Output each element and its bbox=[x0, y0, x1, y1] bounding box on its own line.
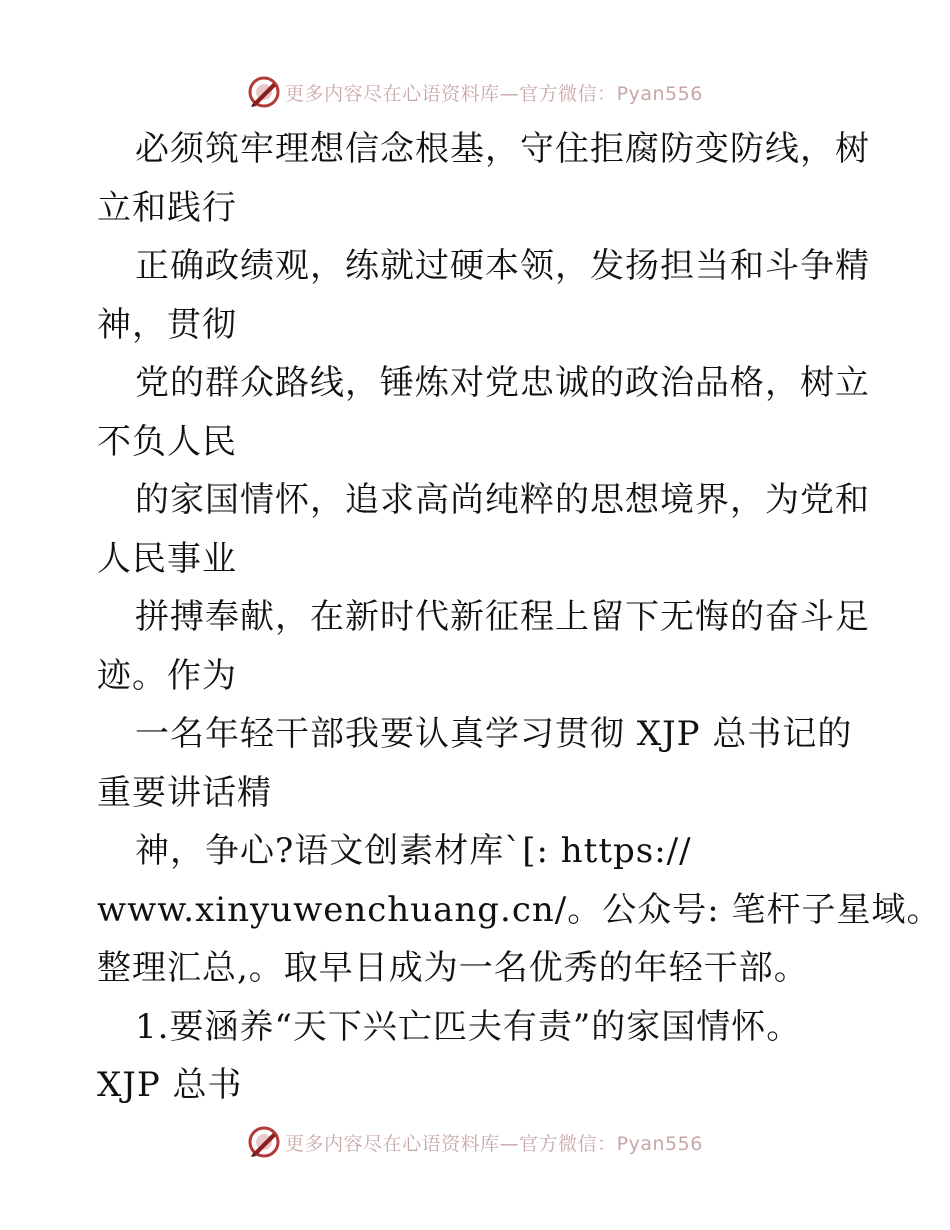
pen-logo-icon bbox=[247, 1125, 281, 1159]
text-line: 迹。作为 bbox=[97, 655, 237, 696]
header-banner-text: 更多内容尽在心语资料库—官方微信：Pyan556 bbox=[285, 82, 703, 105]
text-line: 党的群众路线，锤炼对党忠诚的政治品格，树立 bbox=[135, 363, 870, 403]
text-line: 重要讲话精 bbox=[97, 772, 272, 813]
text-line: XJP 总书 bbox=[97, 1065, 243, 1105]
text-line: 必须筑牢理想信念根基，守住拒腐防变防线，树 bbox=[135, 129, 870, 169]
text-line: 人民事业 bbox=[97, 538, 237, 579]
text-line: 拼搏奉献，在新时代新征程上留下无悔的奋斗足 bbox=[135, 597, 870, 637]
footer-banner bbox=[0, 1122, 950, 1162]
text-line: www.xinyuwenchuang.cn/。公众号: 笔杆子星域。 bbox=[97, 889, 942, 930]
text-line: 整理汇总,。取早日成为一名优秀的年轻干部。 bbox=[97, 948, 809, 988]
text-line: 的家国情怀，追求高尚纯粹的思想境界，为党和 bbox=[135, 480, 870, 520]
text-line: 一名年轻干部我要认真学习贯彻 XJP 总书记的 bbox=[135, 714, 853, 754]
text-line: 1.要涵养“天下兴亡匹夫有责”的家国情怀。 bbox=[135, 1006, 802, 1047]
text-line: 不负人民 bbox=[97, 421, 237, 462]
text-line: 神，贯彻 bbox=[97, 304, 237, 345]
footer-banner-text: 更多内容尽在心语资料库—官方微信：Pyan556 bbox=[285, 1132, 703, 1155]
pen-logo-icon bbox=[247, 75, 281, 109]
header-banner bbox=[0, 72, 950, 112]
text-line: 立和践行 bbox=[97, 187, 237, 228]
text-line: 神，争心?语文创素材库`[: https:// bbox=[135, 831, 692, 871]
text-line: 正确政绩观，练就过硬本领，发扬担当和斗争精 bbox=[135, 246, 870, 286]
document-body bbox=[97, 120, 942, 1115]
